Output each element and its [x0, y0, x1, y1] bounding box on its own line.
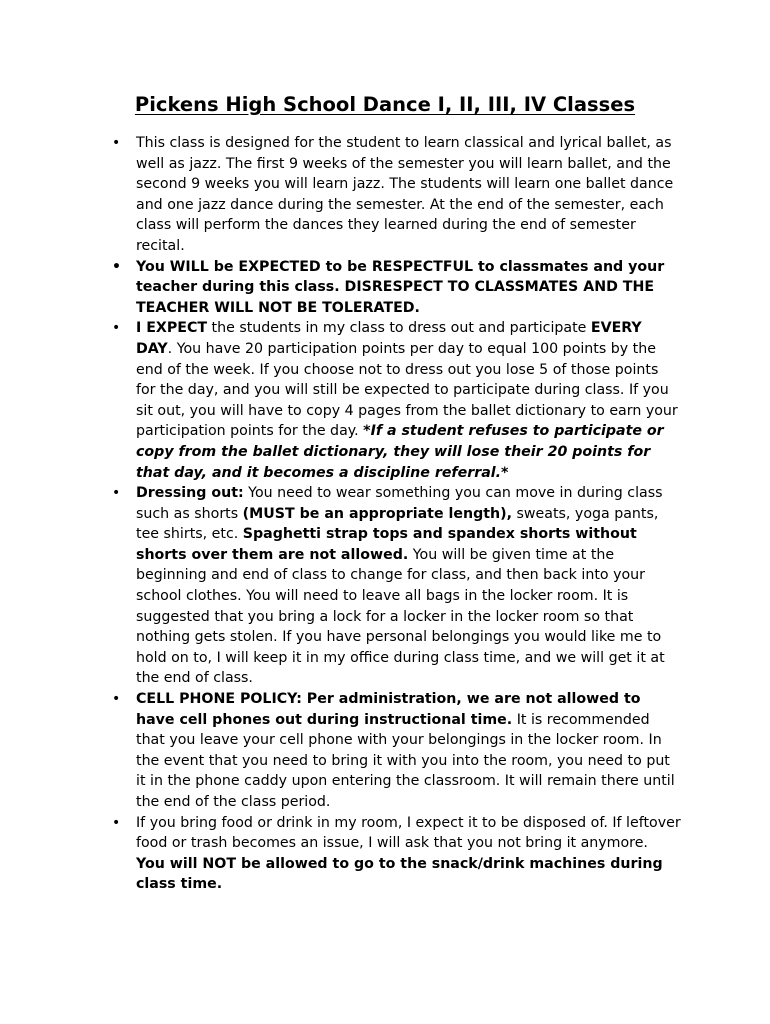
- item-text-bold: Dressing out:: [136, 485, 244, 502]
- item-text: You need to wear something you can move in during class such as shorts: [136, 485, 663, 522]
- item-text-bold: I EXPECT: [136, 320, 208, 337]
- list-item-respect-policy: [112, 257, 681, 319]
- item-text: sweats, yoga pants, tee shirts, etc.: [136, 505, 659, 543]
- item-text-bold: You WILL be EXPECTED to be RESPECTFUL to classmates and your teacher during this class. DISRESPECT TO CLASSMATES AND THE TEACHER WILL NOT BE TOLERATED.: [136, 258, 665, 316]
- item-text-bold: You will NOT be allowed to go to the snack/drink machines during class time.: [136, 855, 663, 893]
- item-text-bold: (MUST be an appropriate length),: [242, 505, 513, 522]
- bullet-icon: •: [112, 691, 121, 708]
- item-text-bold-italic: *If a student refuses to participate or copy from the ballet dictionary, they will lose their 20 points for that day, and it becomes a discipline referral.*: [136, 423, 664, 481]
- list-item-cell-phone-policy: [112, 689, 681, 813]
- item-text-bold: EVERY DAY: [136, 320, 642, 357]
- bullet-icon: •: [112, 135, 121, 151]
- bullet-icon: •: [112, 320, 121, 337]
- item-text-bold: Spaghetti strap tops and spandex shorts without shorts over them are not allowed.: [136, 526, 637, 563]
- bullet-icon: •: [112, 258, 121, 275]
- list-item-food-drink-policy: [112, 813, 681, 895]
- item-text: If you bring food or drink in my room, I expect it to be disposed of. If leftover food or trash becomes an issue, I will ask that you not bring it anymore.: [136, 814, 681, 852]
- item-text: This class is designed for the student to learn classical and lyrical ballet, as well as jazz. The first 9 weeks of the semester you will learn ballet, and the second 9 weeks you will learn jazz. The students will learn one ballet dance and one jazz dance during the semester. At the end of the semester, each class will perform the dances they learned during the end of semester recital.: [136, 135, 674, 254]
- item-text: the students in my class to dress out and participate: [207, 320, 591, 337]
- item-text: . You have 20 participation points per day to equal 100 points by the end of the week. If you choose not to dress out you lose 5 of those points for the day, and you will still be expected to participate during class. If you sit out, you will have to copy 4 pages from the ballet dictionary to earn your participation points for the day.: [136, 340, 678, 440]
- list-item-dressing-out: [112, 483, 681, 689]
- list-item-course-description: [112, 133, 681, 257]
- document-title: Pickens High School Dance I, II, III, IV Classes: [134, 93, 636, 116]
- item-text: You will be given time at the beginning and end of class to change for class, and then back into your school clothes. You will need to leave all bags in the locker room. It is suggested that you bring a lock for a locker in the locker room so that nothing gets stolen. If you have personal belongings you would like me to hold on to, I will keep it in my office during class time, and we will get it at the end of class.: [136, 546, 665, 687]
- rules-list: [112, 133, 681, 895]
- bullet-icon: •: [112, 814, 121, 831]
- item-text: It is recommended that you leave your cell phone with your belongings in the locker room. In the event that you need to bring it with you into the room, you need to put it in the phone caddy upon entering the classroom. It will remain there until the end of the class period.: [136, 711, 675, 810]
- list-item-participation-policy: [112, 318, 681, 483]
- item-text-bold: CELL PHONE POLICY: Per administration, we are not allowed to have cell phones out during instructional time.: [136, 691, 641, 728]
- bullet-icon: •: [112, 485, 121, 502]
